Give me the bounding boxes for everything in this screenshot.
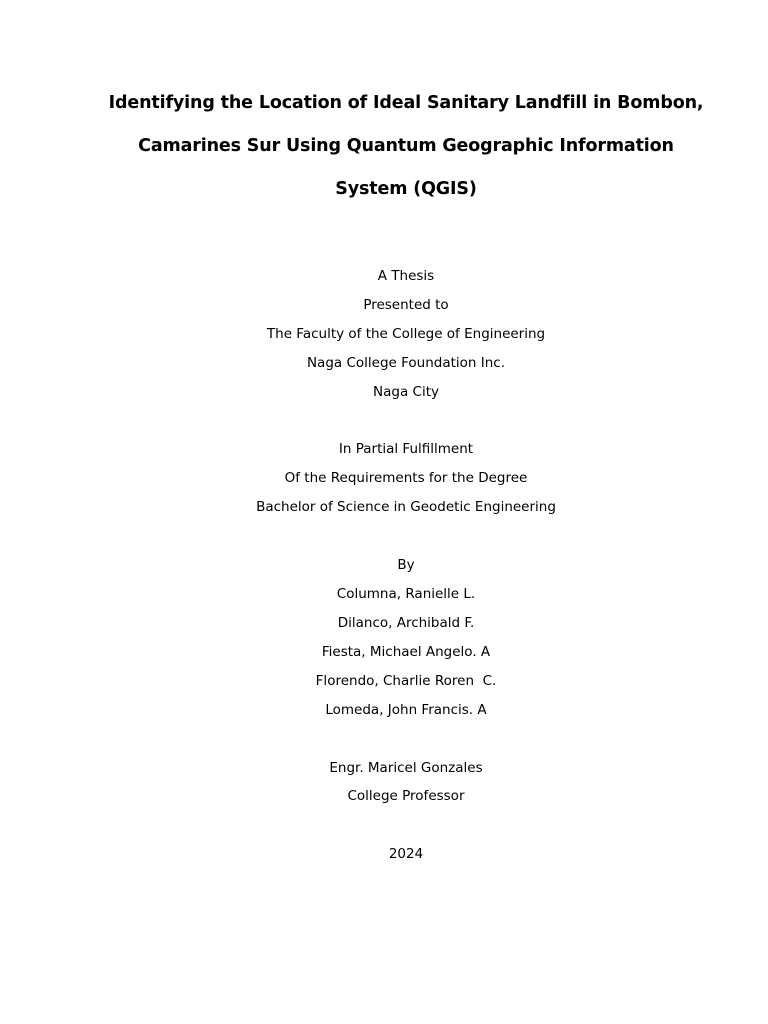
by-label: By <box>397 557 415 573</box>
author-name: Lomeda, John Francis. A <box>325 702 487 718</box>
thesis-title-line-1: Identifying the Location of Ideal Sanitary Landfill in Bombon, <box>108 93 704 113</box>
presented-to: Presented to <box>363 297 449 313</box>
fulfillment-line-1: In Partial Fulfillment <box>338 441 474 457</box>
thesis-title-line-3: System (QGIS) <box>335 179 477 199</box>
author-name: Fiesta, Michael Angelo. A <box>321 644 491 660</box>
author-name: Columna, Ranielle L. <box>336 586 476 602</box>
author-name: Florendo, Charlie Roren C. <box>315 673 497 689</box>
adviser-name: Engr. Maricel Gonzales <box>329 760 483 776</box>
faculty: The Faculty of the College of Engineering <box>266 326 546 342</box>
fulfillment-line-2: Of the Requirements for the Degree <box>284 470 528 486</box>
degree: Bachelor of Science in Geodetic Engineering <box>256 499 556 515</box>
thesis-title-line-2: Camarines Sur Using Quantum Geographic Information <box>138 136 674 156</box>
city: Naga City <box>373 384 439 400</box>
year: 2024 <box>388 846 424 862</box>
adviser-title: College Professor <box>347 788 465 804</box>
document-type: A Thesis <box>377 268 435 284</box>
institution: Naga College Foundation Inc. <box>306 355 506 371</box>
author-name: Dilanco, Archibald F. <box>337 615 475 631</box>
